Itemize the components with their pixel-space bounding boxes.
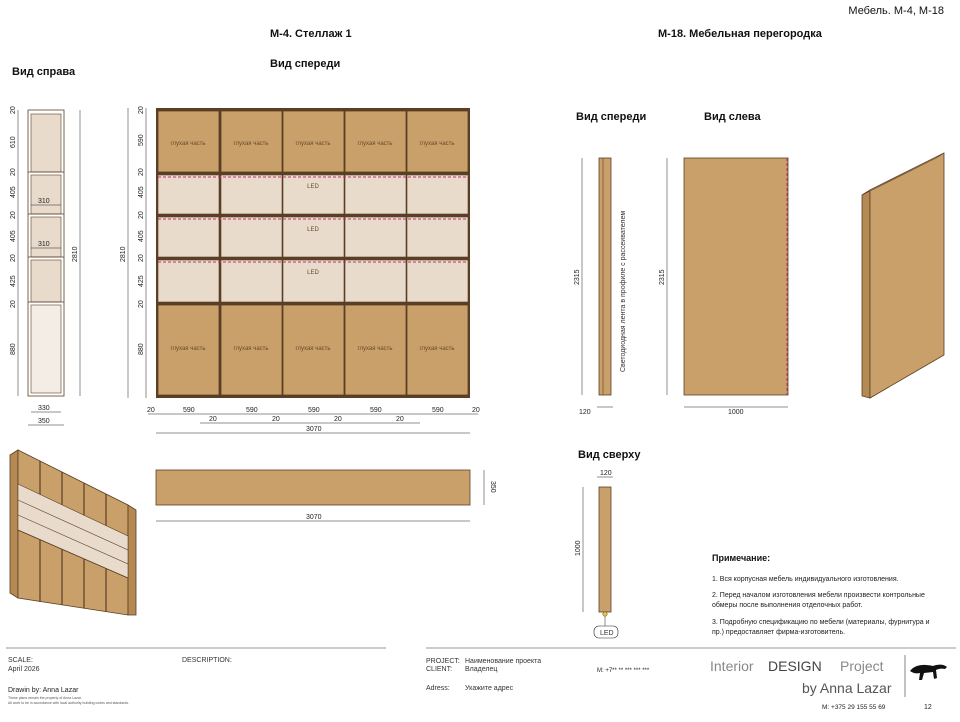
sheet-title: Мебель. М-4, М-18 xyxy=(848,5,944,17)
front-width-dims xyxy=(147,407,480,414)
right-h-4: 20 xyxy=(10,211,17,219)
page-number: 12 xyxy=(924,704,932,711)
m18-front-view xyxy=(574,158,627,416)
address-label: Adress: xyxy=(426,685,450,692)
front-gap-2: 20 xyxy=(334,416,342,423)
right-h-2: 20 xyxy=(10,168,17,176)
right-inner-1: 310 xyxy=(38,198,50,205)
m18-led-callout: LED xyxy=(600,630,614,637)
front-total-width: 3070 xyxy=(306,426,322,433)
front-w-0: 20 xyxy=(147,407,155,414)
m18-left-width: 1000 xyxy=(728,409,744,416)
front-w-3: 590 xyxy=(308,407,320,414)
front-h-8: 20 xyxy=(138,300,145,308)
front-gap-3: 20 xyxy=(396,416,404,423)
panel-label-top-5: глухая часть xyxy=(419,141,455,147)
project-label: PROJECT: xyxy=(426,658,460,665)
led-label-1: LED xyxy=(307,184,319,190)
front-w-5: 590 xyxy=(432,407,444,414)
m18-isometric-view xyxy=(862,153,944,398)
description-label: DESCRIPTION: xyxy=(182,657,232,664)
drawn-by: Drawin by: Anna Lazar xyxy=(8,687,79,694)
front-w-4: 590 xyxy=(370,407,382,414)
front-h-6: 20 xyxy=(138,254,145,262)
right-h-5: 405 xyxy=(10,230,17,242)
panel-label-top-2: глухая часть xyxy=(233,141,269,147)
m18-left-height: 2315 xyxy=(659,269,666,285)
m18-vertical-note: Светодиодная лента в профиле с рассеивателем xyxy=(620,210,627,372)
note-3b: пр.) предоставляет фирма-изготовитель. xyxy=(712,629,846,636)
front-gap-1: 20 xyxy=(272,416,280,423)
front-h-9: 880 xyxy=(138,343,145,355)
right-h-9: 880 xyxy=(10,343,17,355)
panel-label-top-4: глухая часть xyxy=(357,141,393,147)
panel-label-bot-2: глухая часть xyxy=(233,346,269,352)
right-depth-total: 350 xyxy=(38,418,50,425)
front-total-height: 2810 xyxy=(120,246,127,262)
project-value: Наименование проекта xyxy=(465,658,542,665)
m18-front-label: Вид спереди xyxy=(576,111,647,123)
front-h-4: 20 xyxy=(138,211,145,219)
panel-label-bot-1: глухая часть xyxy=(170,346,206,352)
panel-label-bot-4: глухая часть xyxy=(357,346,393,352)
right-h-6: 20 xyxy=(10,254,17,262)
view-right-label: Вид справа xyxy=(12,66,76,78)
right-h-8: 20 xyxy=(10,300,17,308)
note-2a: 2. Перед началом изготовления мебели произвести контрольные xyxy=(712,592,925,599)
front-w-6: 20 xyxy=(472,407,480,414)
front-shelf-rows xyxy=(158,175,468,302)
phone-top: M: +7** ** *** *** *** xyxy=(597,668,650,674)
m4-right-view xyxy=(10,106,80,425)
brand-interior: Interior xyxy=(710,658,754,674)
front-gap-0: 20 xyxy=(209,416,217,423)
brand-design: DESIGN xyxy=(768,658,822,674)
front-w-1: 590 xyxy=(183,407,195,414)
panther-logo-icon xyxy=(910,665,947,680)
m18-front-height: 2315 xyxy=(574,269,581,285)
top-depth: 350 xyxy=(489,481,496,493)
notes-heading: Примечание: xyxy=(712,553,771,563)
date-value: April 2026 xyxy=(8,666,40,673)
led-label-2: LED xyxy=(307,227,319,233)
front-h-1: 590 xyxy=(138,134,145,146)
top-width: 3070 xyxy=(306,514,322,521)
m18-front-width: 120 xyxy=(579,409,591,416)
m18-top-depth: 1000 xyxy=(575,540,582,556)
note-2b: обмеры после выполнения отделочных работ. xyxy=(712,602,863,609)
front-h-5: 405 xyxy=(138,230,145,242)
panel-label-top-3: глухая часть xyxy=(295,141,331,147)
note-3a: 3. Подробную спецификацию по мебели (материалы, фурнитура и xyxy=(712,619,930,626)
right-h-1: 610 xyxy=(10,136,17,148)
scale-label: SCALE: xyxy=(8,657,33,664)
front-h-2: 20 xyxy=(138,168,145,176)
notes-block xyxy=(712,553,930,636)
panel-label-bot-5: глухая часть xyxy=(419,346,455,352)
fine-print-2: All work to be in accordance with local authority building codes and standards. xyxy=(8,701,130,705)
front-gap-dims xyxy=(209,416,404,423)
front-h-0: 20 xyxy=(138,106,145,114)
panel-label-top-1: глухая часть xyxy=(170,141,206,147)
front-h-7: 425 xyxy=(138,275,145,287)
title-block xyxy=(6,648,956,711)
right-h-7: 425 xyxy=(10,275,17,287)
address-value: Укажите адрес xyxy=(465,685,514,692)
client-value: Владелец xyxy=(465,666,498,673)
m18-left-label: Вид слева xyxy=(704,111,761,123)
m4-title: М-4. Стеллаж 1 xyxy=(270,28,352,40)
m4-isometric-view xyxy=(10,450,136,615)
front-h-3: 405 xyxy=(138,186,145,198)
panel-label-bot-3: глухая часть xyxy=(295,346,331,352)
right-h-0: 20 xyxy=(10,106,17,114)
m18-title: М-18. Мебельная перегородка xyxy=(658,28,822,40)
m4-top-view xyxy=(156,470,496,521)
m18-left-view xyxy=(659,158,788,416)
fine-print-1: These plans remain the property of Anna Lazar. xyxy=(8,696,82,700)
view-front-label: Вид спереди xyxy=(270,58,341,70)
right-total-height: 2810 xyxy=(72,246,79,262)
right-height-dims xyxy=(10,106,17,355)
brand-project: Project xyxy=(840,658,884,674)
m18-top-label: Вид сверху xyxy=(578,449,641,461)
m18-top-width: 120 xyxy=(600,470,612,477)
front-w-2: 590 xyxy=(246,407,258,414)
right-depth-inner: 330 xyxy=(38,405,50,412)
led-label-3: LED xyxy=(307,270,319,276)
right-inner-2: 310 xyxy=(38,241,50,248)
note-1: 1. Вся корпусная мебель индивидуального изготовления. xyxy=(712,576,899,583)
right-h-3: 405 xyxy=(10,186,17,198)
front-height-dims xyxy=(138,106,145,355)
brand-by: by Anna Lazar xyxy=(802,680,892,696)
m4-front-view xyxy=(120,106,480,433)
client-label: CLIENT: xyxy=(426,666,453,673)
m18-top-view xyxy=(575,470,618,638)
phone-bottom: M: +375 29 155 55 69 xyxy=(822,704,886,711)
